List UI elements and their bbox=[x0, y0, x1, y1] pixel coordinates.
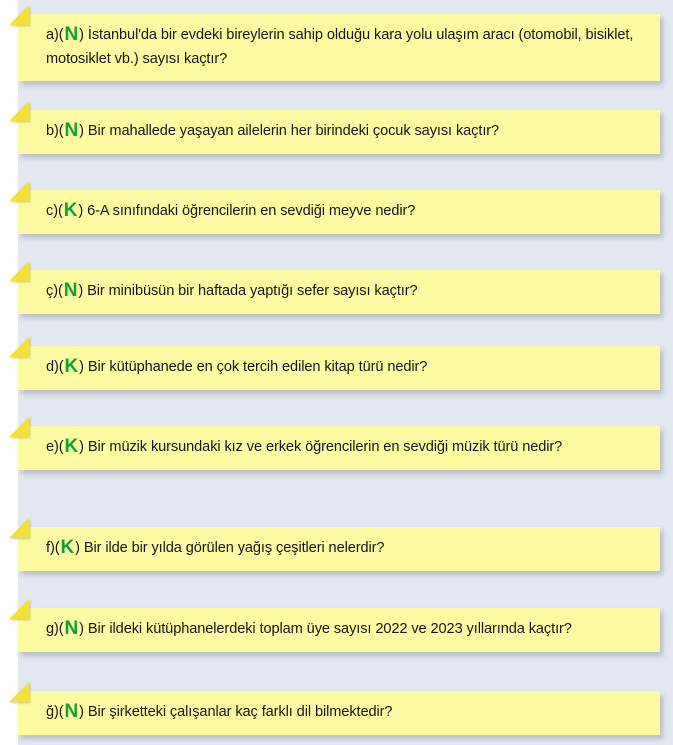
open-paren-b: ( bbox=[58, 123, 64, 139]
question-text-c bbox=[46, 200, 415, 224]
open-paren-e: ( bbox=[58, 439, 64, 455]
open-paren-d: ( bbox=[58, 359, 64, 375]
open-paren-f: ( bbox=[54, 540, 60, 556]
question-body-d: Bir kütüphanede en çok tercih edilen kitap türü nedir? bbox=[87, 359, 428, 375]
folded-corner-icon bbox=[9, 261, 29, 281]
question-text-d bbox=[46, 356, 427, 380]
question-card-g-breve[interactable] bbox=[18, 691, 660, 735]
folded-corner-icon bbox=[9, 337, 29, 357]
question-marker-c-cedilla: N bbox=[63, 280, 78, 301]
open-paren-a: ( bbox=[58, 27, 64, 43]
question-marker-d: K bbox=[64, 356, 79, 377]
close-paren-c: ) bbox=[78, 203, 84, 219]
question-body-f: Bir ilde bir yılda görülen yağış çeşitleri nelerdir? bbox=[83, 540, 385, 556]
question-card-f[interactable] bbox=[18, 527, 660, 571]
question-card-a[interactable] bbox=[18, 14, 660, 81]
question-label-b: b) bbox=[46, 123, 59, 139]
close-paren-c-cedilla: ) bbox=[78, 283, 84, 299]
question-marker-c: K bbox=[63, 200, 78, 221]
folded-corner-icon bbox=[9, 417, 29, 437]
question-card-c[interactable] bbox=[18, 190, 660, 234]
question-body-c-cedilla: Bir minibüsün bir haftada yaptığı sefer sayısı kaçtır? bbox=[87, 283, 418, 299]
question-marker-b: N bbox=[64, 120, 79, 141]
close-paren-e: ) bbox=[79, 439, 84, 455]
question-body-a: İstanbul'da bir evdeki bireylerin sahip olduğu kara yolu ulaşım aracı (otomobil, bisiklet, motosiklet vb.) sayısı kaçtır? bbox=[46, 27, 634, 67]
question-text-f bbox=[46, 537, 384, 561]
question-body-g-breve: Bir şirketteki çalışanlar kaç farklı dil bilmektedir? bbox=[87, 704, 393, 720]
question-text-c-cedilla bbox=[46, 280, 418, 304]
question-marker-g-breve: N bbox=[64, 701, 79, 722]
question-text-e bbox=[46, 436, 562, 460]
question-label-c-cedilla: ç) bbox=[46, 283, 58, 299]
folded-corner-icon bbox=[9, 682, 29, 702]
question-body-b: Bir mahallede yaşayan ailelerin her birindeki çocuk sayısı kaçtır? bbox=[87, 123, 500, 139]
open-paren-g: ( bbox=[58, 621, 64, 637]
question-text-b bbox=[46, 120, 499, 144]
question-card-e[interactable] bbox=[18, 426, 660, 470]
close-paren-d: ) bbox=[79, 359, 84, 375]
close-paren-a: ) bbox=[79, 27, 84, 43]
folded-corner-icon bbox=[9, 181, 29, 201]
question-marker-e: K bbox=[64, 436, 79, 457]
question-label-g-breve: ğ) bbox=[46, 704, 59, 720]
open-paren-g-breve: ( bbox=[58, 704, 64, 720]
question-text-g-breve bbox=[46, 701, 392, 725]
question-label-c: c) bbox=[46, 203, 58, 219]
close-paren-g: ) bbox=[79, 621, 84, 637]
question-label-d: d) bbox=[46, 359, 59, 375]
close-paren-g-breve: ) bbox=[79, 704, 84, 720]
question-marker-f: K bbox=[60, 537, 75, 558]
question-text-g bbox=[46, 618, 572, 642]
open-paren-c: ( bbox=[57, 203, 63, 219]
question-label-e: e) bbox=[46, 439, 59, 455]
folded-corner-icon bbox=[9, 599, 29, 619]
question-marker-g: N bbox=[64, 618, 79, 639]
question-card-d[interactable] bbox=[18, 346, 660, 390]
question-body-g: Bir ildeki kütüphanelerdeki toplam üye sayısı 2022 ve 2023 yıllarında kaçtır? bbox=[87, 621, 572, 637]
question-body-c: 6-A sınıfındaki öğrencilerin en sevdiği meyve nedir? bbox=[87, 203, 416, 219]
question-label-g: g) bbox=[46, 621, 59, 637]
question-text-a bbox=[46, 24, 646, 71]
question-card-g[interactable] bbox=[18, 608, 660, 652]
folded-corner-icon bbox=[9, 518, 29, 538]
open-paren-c-cedilla: ( bbox=[57, 283, 63, 299]
question-label-f: f) bbox=[46, 540, 55, 556]
question-label-a: a) bbox=[46, 27, 59, 43]
question-card-b[interactable] bbox=[18, 110, 660, 154]
close-paren-b: ) bbox=[79, 123, 84, 139]
question-body-e: Bir müzik kursundaki kız ve erkek öğrencilerin en sevdiği müzik türü nedir? bbox=[87, 439, 563, 455]
folded-corner-icon bbox=[9, 5, 29, 25]
folded-corner-icon bbox=[9, 101, 29, 121]
close-paren-f: ) bbox=[75, 540, 80, 556]
question-marker-a: N bbox=[64, 24, 79, 45]
question-card-c-cedilla[interactable] bbox=[18, 270, 660, 314]
